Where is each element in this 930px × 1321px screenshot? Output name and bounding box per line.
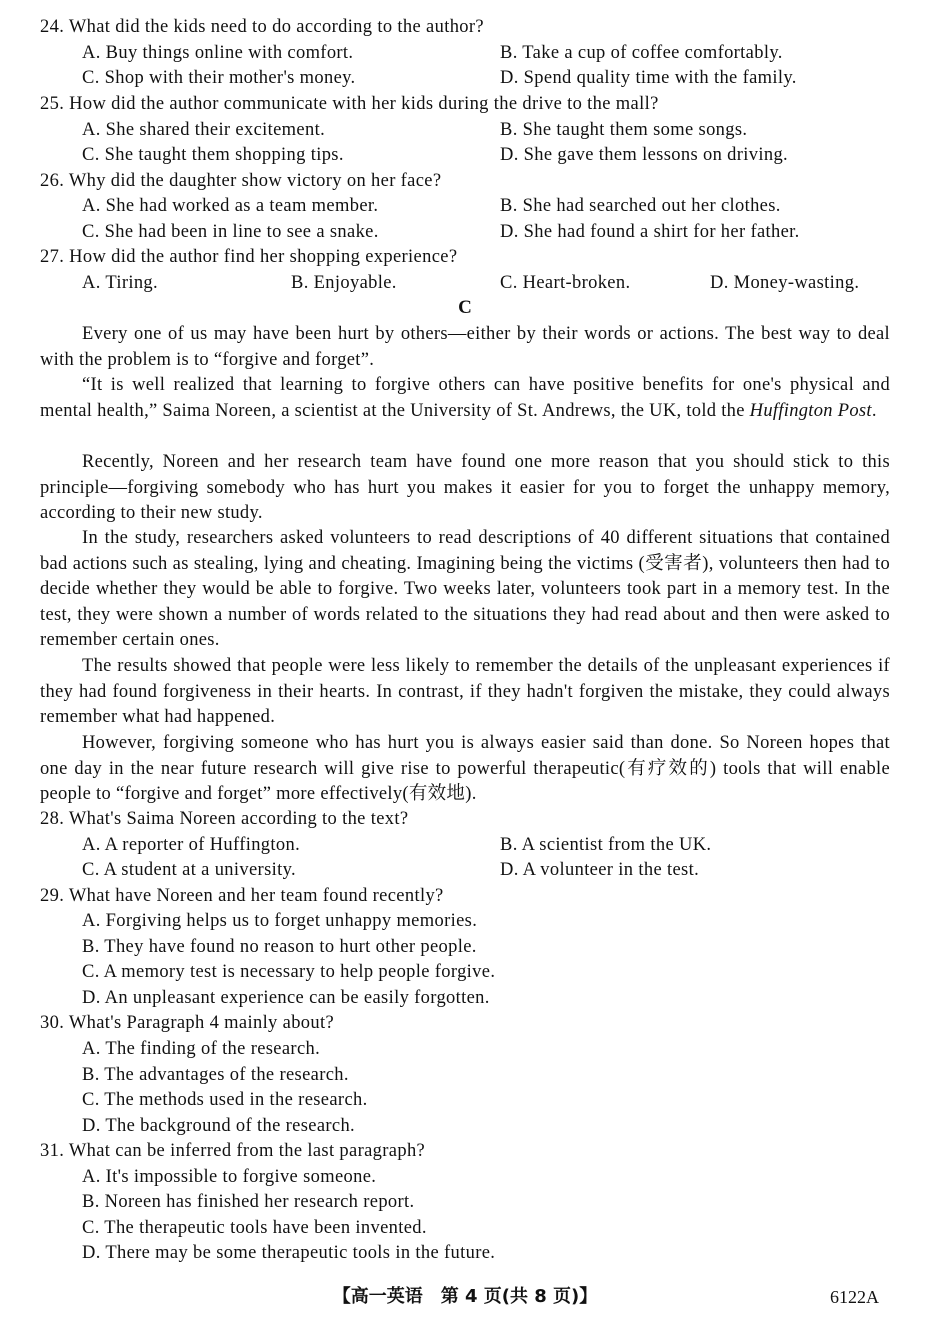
question-24-option-c: C. Shop with their mother's money. (82, 68, 356, 88)
question-29-option-c: C. A memory test is necessary to help people forgive. (82, 962, 496, 982)
passage-paragraph-1 (40, 322, 890, 373)
question-28-option-a: A. A reporter of Huffington. (82, 835, 301, 855)
question-30-option-a: A. The finding of the research. (82, 1039, 321, 1059)
question-25-option-c: C. She taught them shopping tips. (82, 145, 344, 165)
question-28-option-c: C. A student at a university. (82, 860, 296, 880)
passage-paragraph-6-text: However, forgiving someone who has hurt you is always easier said than done. So Noreen hopes that one day in the near future research will give rise to powerful therapeutic(有疗效的) tools that will enable people to “forgive and forget” more effectively(有效地). (40, 733, 890, 805)
publication-name: Huffington Post (749, 400, 872, 421)
passage-paragraph-5-text: The results showed that people were less likely to remember the details of the unpleasant experiences if they had found forgiveness in their hearts. In contrast, if they hadn't forgiven the mistake, they could always remember what had happened. (40, 656, 890, 728)
section-heading: C (458, 297, 472, 318)
passage-paragraph-2 (40, 373, 890, 424)
question-26-option-b: B. She had searched out her clothes. (500, 196, 781, 216)
question-31-stem: 31. What can be inferred from the last paragraph? (40, 1141, 426, 1161)
question-29-option-a: A. Forgiving helps us to forget unhappy memories. (82, 911, 478, 931)
question-28-option-d: D. A volunteer in the test. (500, 860, 700, 880)
question-28-stem: 28. What's Saima Noreen according to the text? (40, 809, 409, 829)
passage-paragraph-6 (40, 731, 890, 808)
question-24-stem: 24. What did the kids need to do according to the author? (40, 17, 484, 37)
exam-code: 6122A (830, 1287, 879, 1307)
passage-paragraph-2-end: . (871, 400, 877, 421)
passage-paragraph-5 (40, 654, 890, 731)
question-24-option-d: D. Spend quality time with the family. (500, 68, 797, 88)
question-29-option-b: B. They have found no reason to hurt other people. (82, 937, 477, 957)
page-footer: 【高一英语 第 4 页(共 8 页)】 (332, 1286, 598, 1307)
question-30-stem: 30. What's Paragraph 4 mainly about? (40, 1013, 335, 1033)
question-30-option-c: C. The methods used in the research. (82, 1090, 368, 1110)
question-25-option-a: A. She shared their excitement. (82, 120, 326, 140)
question-30-option-b: B. The advantages of the research. (82, 1065, 349, 1085)
question-26-option-a: A. She had worked as a team member. (82, 196, 379, 216)
question-31-option-c: C. The therapeutic tools have been invented. (82, 1218, 427, 1238)
question-24-option-b: B. Take a cup of coffee comfortably. (500, 43, 783, 63)
question-26-option-d: D. She had found a shirt for her father. (500, 222, 800, 242)
question-29-stem: 29. What have Noreen and her team found recently? (40, 886, 444, 906)
question-26-option-c: C. She had been in line to see a snake. (82, 222, 379, 242)
passage-paragraph-1-text: Every one of us may have been hurt by others—either by their words or actions. The best way to deal with the problem is to “forgive and forget”. (40, 324, 890, 370)
question-27-option-c: C. Heart-broken. (500, 273, 631, 293)
question-25-option-d: D. She gave them lessons on driving. (500, 145, 789, 165)
passage-paragraph-2-text: “It is well realized that learning to forgive others can have positive benefits for one's physical and mental health,” Saima Noreen, a scientist at the University of St. Andrews, the UK, told the (40, 375, 890, 421)
question-31-option-b: B. Noreen has finished her research report. (82, 1192, 415, 1212)
question-27-stem: 27. How did the author find her shopping experience? (40, 247, 458, 267)
question-30-option-d: D. The background of the research. (82, 1116, 356, 1136)
passage-paragraph-3 (40, 450, 890, 527)
passage-paragraph-3-text: Recently, Noreen and her research team have found one more reason that you should stick to this principle—forgiving somebody who has hurt you makes it easier for you to forget the unhappy memory, according to their new study. (40, 452, 890, 524)
question-26-stem: 26. Why did the daughter show victory on her face? (40, 171, 442, 191)
passage-paragraph-4-text: In the study, researchers asked volunteers to read descriptions of 40 different situations that contained bad actions such as stealing, lying and cheating. Imagining being the victims (受害者), volunteers then had to decide whether they would be able to forgive. Two weeks later, volunteers took part in a memory test. In the test, they were shown a number of words related to the situations they had read about and then were asked to remember certain ones. (40, 528, 890, 651)
question-28-option-b: B. A scientist from the UK. (500, 835, 712, 855)
question-31-option-a: A. It's impossible to forgive someone. (82, 1167, 377, 1187)
question-25-stem: 25. How did the author communicate with her kids during the drive to the mall? (40, 94, 659, 114)
question-24-option-a: A. Buy things online with comfort. (82, 43, 354, 63)
question-27-option-a: A. Tiring. (82, 273, 158, 293)
question-25-option-b: B. She taught them some songs. (500, 120, 748, 140)
passage-paragraph-4 (40, 526, 890, 654)
question-27-option-d: D. Money-wasting. (710, 273, 860, 293)
question-27-option-b: B. Enjoyable. (291, 273, 397, 293)
question-31-option-d: D. There may be some therapeutic tools in the future. (82, 1243, 496, 1263)
question-29-option-d: D. An unpleasant experience can be easily forgotten. (82, 988, 490, 1008)
